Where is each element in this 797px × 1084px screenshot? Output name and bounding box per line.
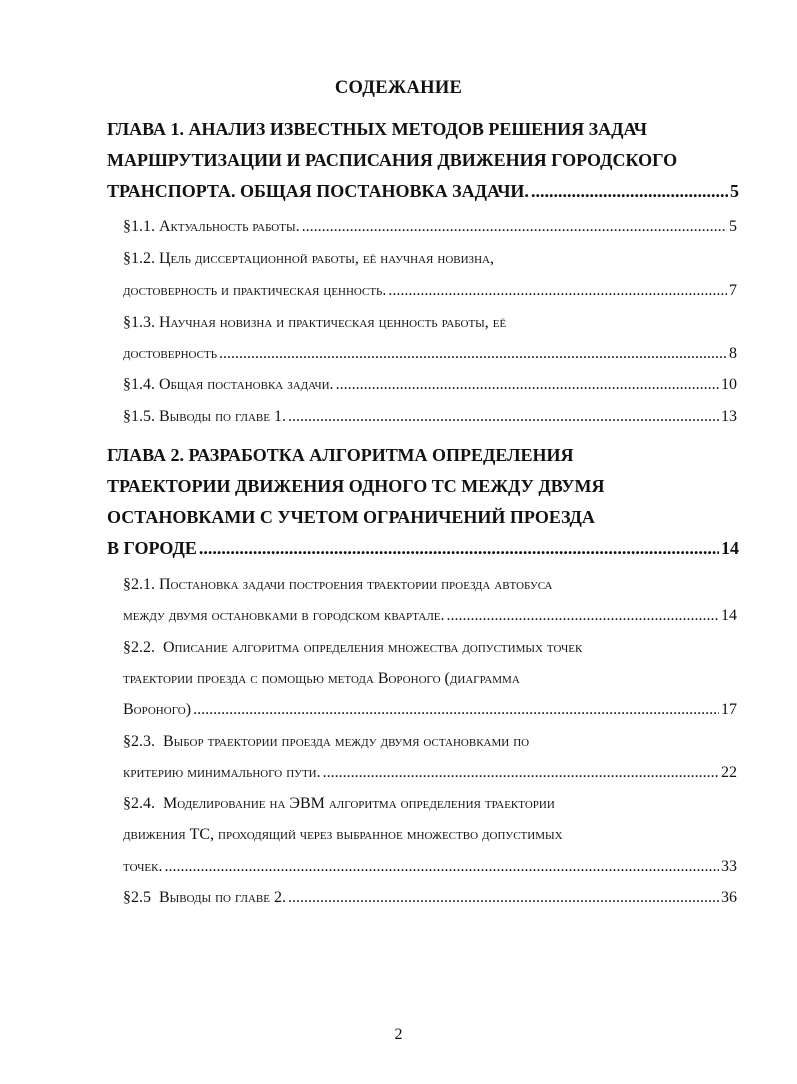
toc-entry-1-2-cont[interactable]: достоверность и практическая ценность. ..... 7 [123, 283, 737, 299]
toc-page: 33 [721, 858, 737, 875]
toc-page: 5 [729, 218, 737, 235]
dot-leader [164, 859, 719, 875]
toc-page: 36 [721, 889, 737, 906]
chapter-2-page: 14 [721, 538, 739, 558]
toc-entry-2-2-cont-2[interactable]: Вороного) ..... 17 [123, 702, 737, 718]
toc-entry-2-1[interactable]: §2.1. Постановка задачи построения траектории проезда автобуса [123, 576, 553, 593]
chapter-2-heading-line-3: ОСТАНОВКАМИ С УЧЕТОМ ОГРАНИЧЕНИЙ ПРОЕЗДА [107, 507, 595, 527]
dot-leader [531, 182, 728, 200]
toc-entry-2-2[interactable]: §2.2. Описание алгоритма определения множества допустимых точек [123, 639, 583, 656]
toc-entry-2-4[interactable]: §2.4. Моделирование на ЭВМ алгоритма определения траектории [123, 795, 555, 812]
dot-leader [288, 890, 719, 906]
dot-leader [447, 608, 719, 624]
dot-leader [219, 346, 727, 362]
toc-page: 10 [721, 376, 737, 393]
dot-leader [288, 409, 719, 425]
chapter-1-heading-line-2: МАРШРУТИЗАЦИИ И РАСПИСАНИЯ ДВИЖЕНИЯ ГОРОДСКОГО [107, 150, 678, 170]
chapter-2-title-end: В ГОРОДЕ [107, 538, 197, 558]
toc-entry-2-4-cont[interactable]: движения ТС, проходящий через выбранное множество допустимых [123, 826, 563, 843]
chapter-2-heading-line-1: ГЛАВА 2. РАЗРАБОТКА АЛГОРИТМА ОПРЕДЕЛЕНИЯ [107, 445, 574, 465]
toc-entry-2-3[interactable]: §2.3. Выбор траектории проезда между двумя остановками по [123, 733, 530, 750]
dot-leader [336, 377, 719, 393]
chapter-2-heading-line-4[interactable] [107, 539, 739, 557]
toc-page: 7 [729, 282, 737, 299]
toc-entry-2-2-cont[interactable]: траектории проезда с помощью метода Вороного (диаграмма [123, 670, 520, 687]
page-title: СОДЕЖАНИЕ [334, 78, 463, 98]
toc-entry-2-5[interactable]: §2.5 Выводы по главе 2. ..... 36 [123, 890, 737, 906]
dot-leader [302, 219, 727, 235]
toc-entry-2-1-cont[interactable]: между двумя остановками в городском квартале. ..... 14 [123, 608, 737, 624]
toc-entry-2-4-cont-2[interactable]: точек. ..... 33 [123, 859, 737, 875]
toc-entry-1-5[interactable]: §1.5. Выводы по главе 1. ..... 13 [123, 409, 737, 425]
toc-page: 14 [721, 607, 737, 624]
toc-page: 22 [721, 764, 737, 781]
toc-entry-1-3-cont[interactable]: достоверность ..... 8 [123, 346, 737, 362]
dot-leader [323, 765, 719, 781]
toc-page: 13 [721, 408, 737, 425]
toc-page: 17 [721, 701, 737, 718]
chapter-1-title-end: ТРАНСПОРТА. ОБЩАЯ ПОСТАНОВКА ЗАДАЧИ. [107, 181, 529, 201]
toc-entry-2-3-cont[interactable]: критерию минимального пути. ..... 22 [123, 765, 737, 781]
dot-leader [199, 539, 719, 557]
toc-entry-1-4[interactable]: §1.4. Общая постановка задачи. ..... 10 [123, 377, 737, 393]
dot-leader [388, 283, 727, 299]
chapter-1-page: 5 [730, 181, 739, 201]
toc-entry-1-2[interactable]: §1.2. Цель диссертационной работы, её научная новизна, [123, 250, 494, 267]
chapter-1-heading-line-1: ГЛАВА 1. АНАЛИЗ ИЗВЕСТНЫХ МЕТОДОВ РЕШЕНИЯ ЗАДАЧ [107, 119, 648, 139]
chapter-1-heading-line-3[interactable] [107, 182, 739, 200]
toc-page: 8 [729, 345, 737, 362]
page-number: 2 [394, 1026, 403, 1043]
chapter-2-heading-line-2: ТРАЕКТОРИИ ДВИЖЕНИЯ ОДНОГО ТС МЕЖДУ ДВУМЯ [107, 476, 605, 496]
toc-entry-1-3[interactable]: §1.3. Научная новизна и практическая ценность работы, её [123, 314, 507, 331]
dot-leader [193, 702, 719, 718]
toc-entry-1-1[interactable]: §1.1. Актуальность работы. ..... 5 [123, 219, 737, 235]
